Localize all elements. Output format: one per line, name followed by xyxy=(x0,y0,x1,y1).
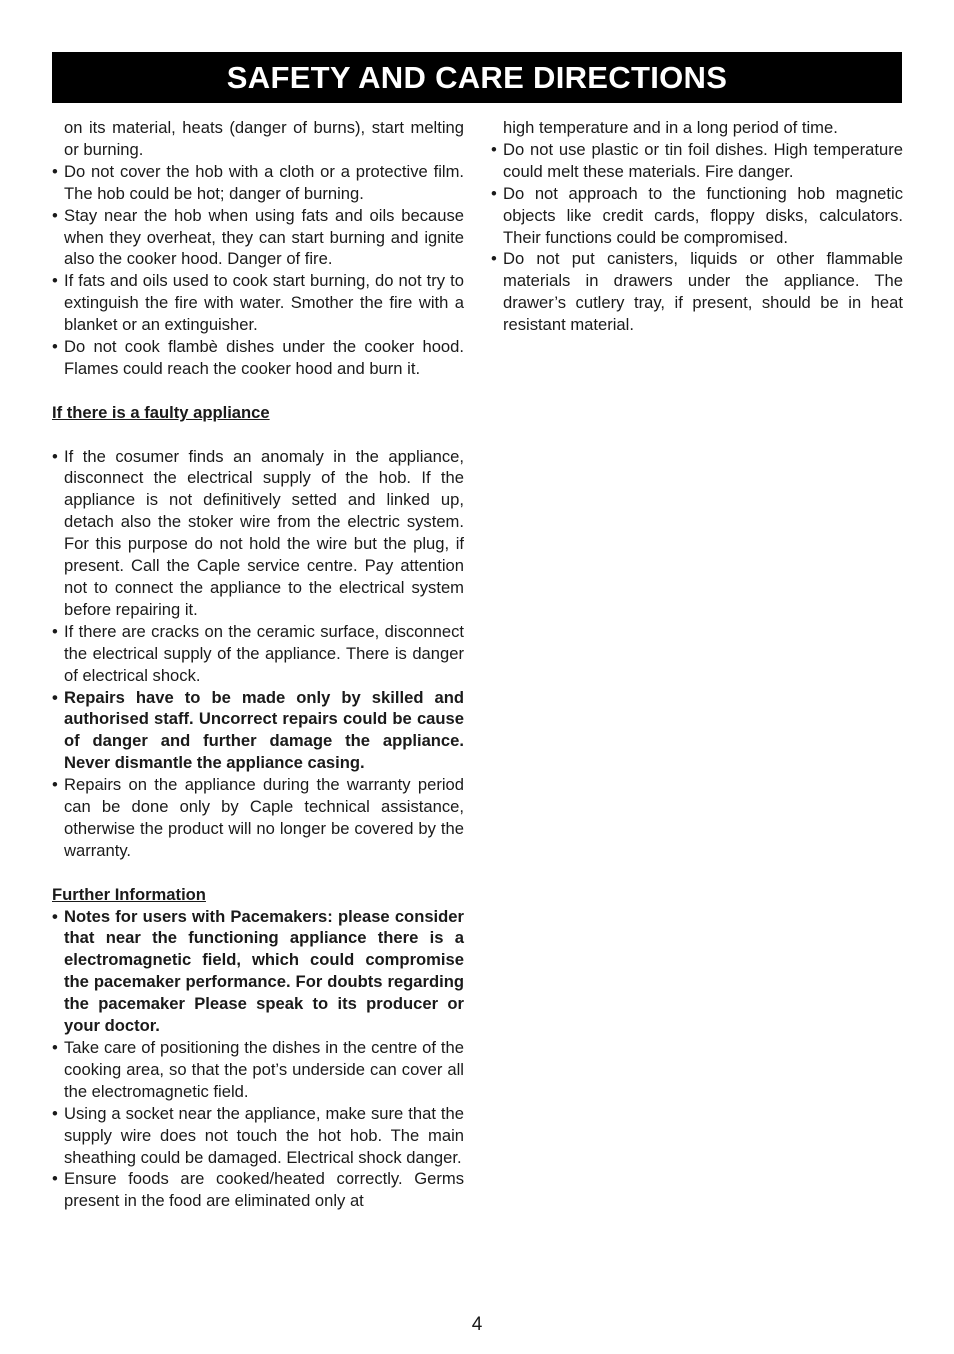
page-title: SAFETY AND CARE DIRECTIONS xyxy=(226,59,728,95)
bullet: • xyxy=(52,775,58,795)
spacer xyxy=(52,424,464,446)
bullet: • xyxy=(52,205,58,225)
bullet: • xyxy=(491,249,497,269)
list-item: • Do not approach to the functioning hob magnetic objects like credit cards, floppy disks, calculators. Their functions could be compromised. xyxy=(491,183,903,247)
list-item: • Take care of positioning the dishes in the centre of the cooking area, so that the pot’s underside can cover all the electromagnetic field. xyxy=(52,1038,464,1101)
list-item: • If fats and oils used to cook start burning, do not try to extinguish the fire with water. Smother the fire with a blanket or an extinguisher. xyxy=(52,271,464,335)
right-column xyxy=(491,117,903,336)
list-item: • Do not use plastic or tin foil dishes. High temperature could melt these materials. Fire danger. xyxy=(491,139,903,181)
bullet: • xyxy=(52,687,58,707)
page-number: 4 xyxy=(471,1314,483,1335)
list-item: • Ensure foods are cooked/heated correctly. Germs present in the food are eliminated only at xyxy=(52,1169,464,1211)
list-item: • If there are cracks on the ceramic surface, disconnect the electrical supply of the appliance. There is danger of electrical shock. xyxy=(52,621,464,685)
bullet: • xyxy=(52,621,58,641)
bullet: • xyxy=(491,183,497,203)
left-column xyxy=(52,117,464,1212)
bullet: • xyxy=(52,906,58,926)
bullet: • xyxy=(491,139,497,159)
continuation-text: on its material, heats (danger of burns), start melting or burning. xyxy=(64,118,464,159)
bullet: • xyxy=(52,1038,58,1058)
list-item: • If the cosumer finds an anomaly in the appliance, disconnect the electrical supply of the hob. If the appliance is not definitively setted and linked up, detach also the stoker wire from the electric system. For this purpose do not hold the wire but the plug, if present. Call the Caple service centre. Pay attention not to connect the appliance to the electrical system before repairing it. xyxy=(52,446,464,619)
list-item: • Do not put canisters, liquids or other flammable materials in drawers under the appliance. The drawer’s cutlery tray, if present, should be in heat resistant material. xyxy=(491,249,903,335)
list-item: • Do not cover the hob with a cloth or a protective film. The hob could be hot; danger of burning. xyxy=(52,161,464,203)
bullet: • xyxy=(52,337,58,357)
bullet: • xyxy=(52,1169,58,1189)
spacer xyxy=(52,380,464,402)
list-item: • Stay near the hob when using fats and oils because when they overheat, they can start burning and ignite also the cooker hood. Danger of fire. xyxy=(52,205,464,269)
list-item-warning: • Notes for users with Pacemakers: please consider that near the functioning appliance there is a electromagnetic field, which could compromise the pacemaker performance. For doubts regarding the pacemaker Please speak to its producer or your doctor. xyxy=(52,906,464,1036)
bullet: • xyxy=(52,161,58,181)
section-header-bar xyxy=(52,52,902,103)
list-item: • Using a socket near the appliance, make sure that the supply wire does not touch the hot hob. The main sheathing could be damaged. Electrical shock danger. xyxy=(52,1103,464,1167)
bullet: • xyxy=(52,446,58,466)
bullet: • xyxy=(52,1103,58,1123)
further-information-heading: Further Information xyxy=(52,884,206,904)
list-item: • Do not cook flambè dishes under the cooker hood. Flames could reach the cooker hood and burn it. xyxy=(52,337,464,378)
continuation-text: high temperature and in a long period of time. xyxy=(503,118,838,137)
list-item-warning: • Repairs have to be made only by skilled and authorised staff. Uncorrect repairs could be cause of danger and further damage the appliance. Never dismantle the appliance casing. xyxy=(52,687,464,773)
faulty-appliance-heading: If there is a faulty appliance xyxy=(52,402,270,422)
list-item: • Repairs on the appliance during the warranty period can be done only by Caple technical assistance, otherwise the product will no longer be covered by the warranty. xyxy=(52,775,464,860)
bullet: • xyxy=(52,271,58,291)
spacer xyxy=(52,862,464,884)
